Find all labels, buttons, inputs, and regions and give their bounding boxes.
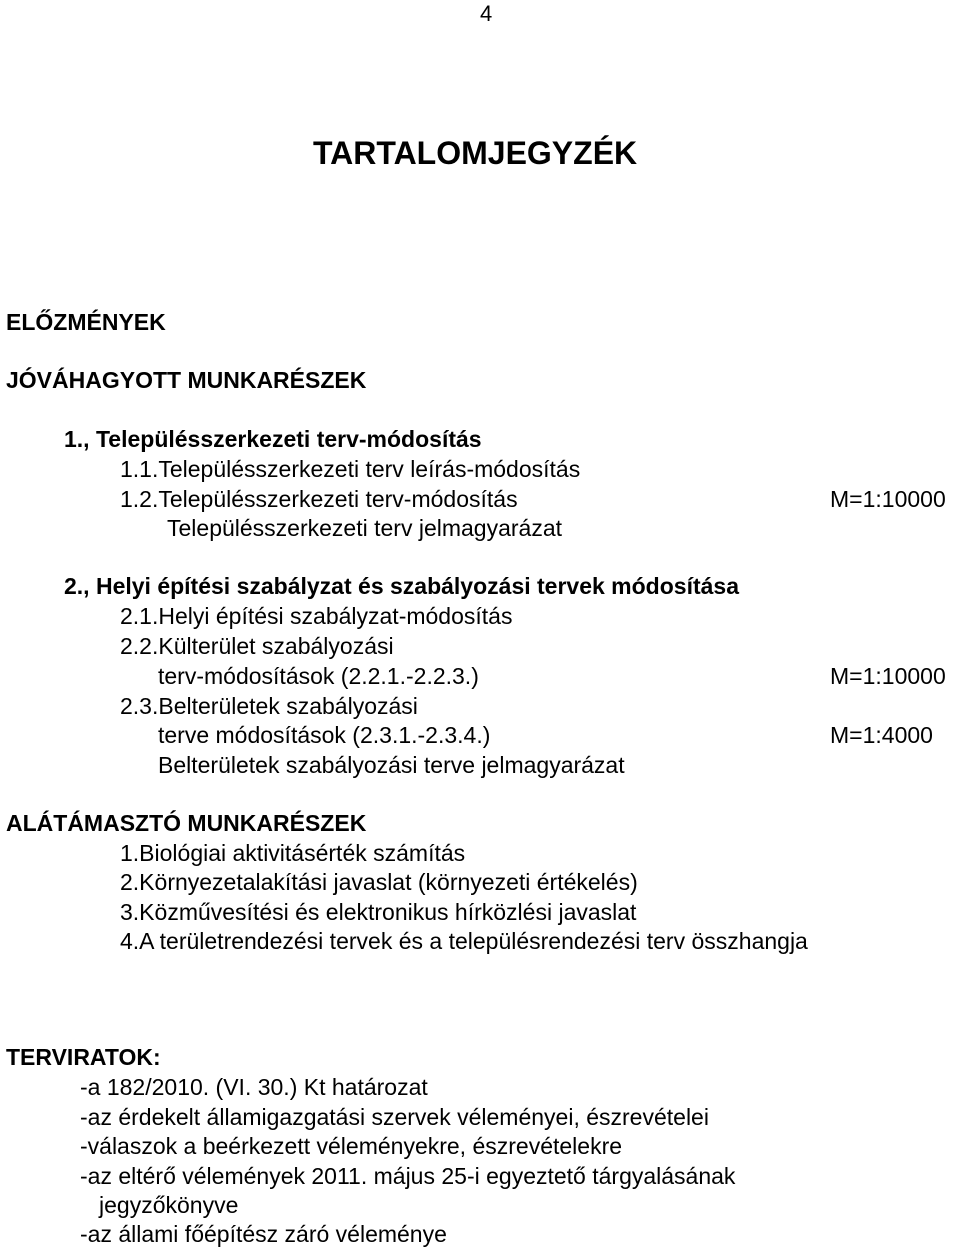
- toc-item-2-2-cont: terv-módosítások (2.2.1.-2.2.3.): [158, 663, 479, 689]
- terviratok-item-5: -az állami főépítész záró véleménye: [80, 1221, 447, 1247]
- alatamaszto-item-3: 3.Közművesítési és elektronikus hírközlési javaslat: [120, 899, 637, 925]
- toc-item-1-2: 1.2.Településszerkezeti terv-módosítás: [120, 486, 518, 512]
- alatamaszto-item-1: 1.Biológiai aktivitásérték számítás: [120, 840, 466, 866]
- toc-item-2-1: 2.1.Helyi építési szabályzat-módosítás: [120, 603, 513, 629]
- heading-alatamaszto: ALÁTÁMASZTÓ MUNKARÉSZEK: [6, 810, 367, 836]
- toc-item-1-2-legend: Településszerkezeti terv jelmagyarázat: [167, 515, 563, 541]
- scale-2-3: M=1:4000: [830, 722, 933, 748]
- toc-item-1-1: 1.1.Településszerkezeti terv leírás-módosítás: [120, 456, 581, 482]
- terviratok-item-1: -a 182/2010. (VI. 30.) Kt határozat: [80, 1074, 428, 1100]
- heading-terviratok: TERVIRATOK:: [6, 1044, 161, 1070]
- terviratok-item-4: -az eltérő vélemények 2011. május 25-i egyeztető tárgyalásának: [80, 1163, 736, 1189]
- terviratok-item-4-cont: jegyzőkönyve: [99, 1192, 239, 1218]
- page-title: TARTALOMJEGYZÉK: [313, 135, 638, 171]
- toc-item-2-3-cont: terve módosítások (2.3.1.-2.3.4.): [158, 722, 491, 748]
- section-2-heading: 2., Helyi építési szabályzat és szabályozási tervek módosítása: [64, 573, 739, 599]
- alatamaszto-item-4: 4.A területrendezési tervek és a településrendezési terv összhangja: [120, 928, 808, 954]
- toc-item-2-2: 2.2.Külterület szabályozási: [120, 633, 394, 659]
- section-1-heading: 1., Településszerkezeti terv-módosítás: [64, 426, 482, 452]
- toc-item-2-3: 2.3.Belterületek szabályozási: [120, 693, 418, 719]
- scale-2-2: M=1:10000: [830, 663, 946, 689]
- terviratok-item-3: -válaszok a beérkezett véleményekre, észrevételekre: [80, 1133, 623, 1159]
- toc-item-2-3-legend: Belterületek szabályozási terve jelmagyarázat: [158, 752, 625, 778]
- page-number: 4: [480, 1, 493, 26]
- scale-1-2: M=1:10000: [830, 486, 946, 512]
- terviratok-item-2: -az érdekelt államigazgatási szervek véleményei, észrevételei: [80, 1104, 709, 1130]
- heading-jovahagyott: JÓVÁHAGYOTT MUNKARÉSZEK: [6, 367, 367, 393]
- alatamaszto-item-2: 2.Környezetalakítási javaslat (környezeti értékelés): [120, 869, 638, 895]
- heading-elozmenyek: ELŐZMÉNYEK: [6, 309, 166, 335]
